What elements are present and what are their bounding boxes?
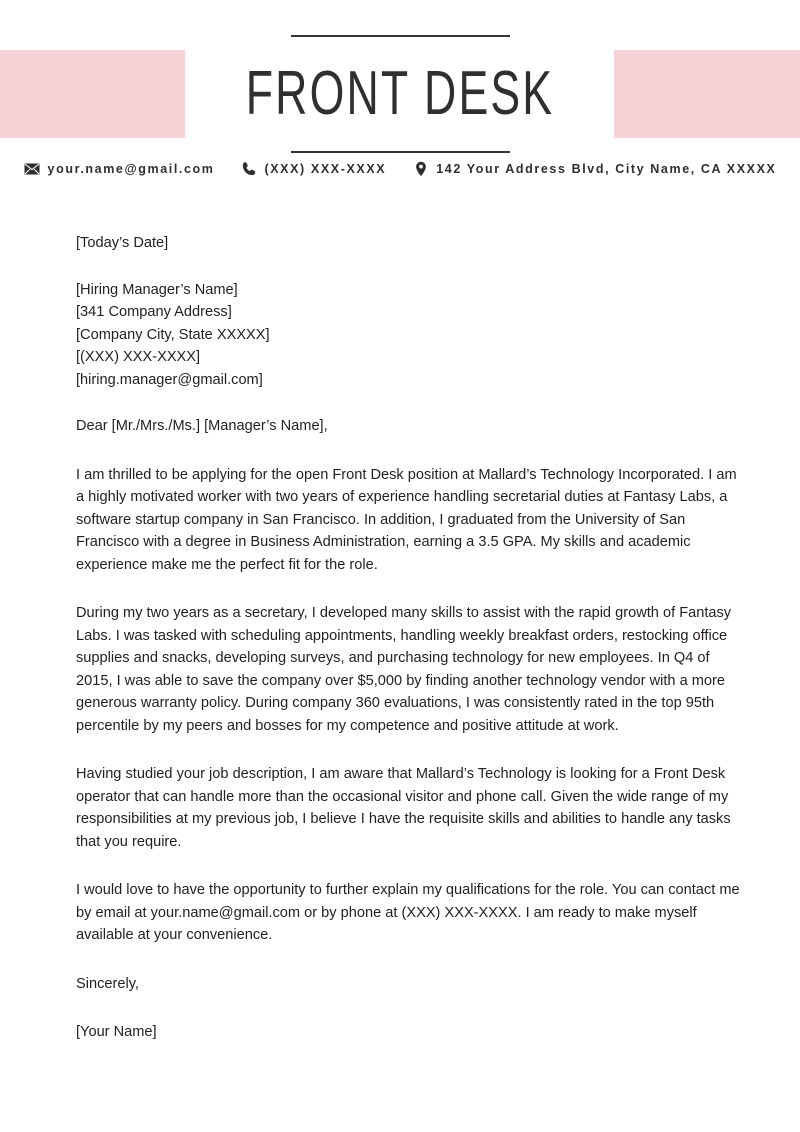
spacer [76, 995, 746, 1021]
contact-address-text: 142 Your Address Blvd, City Name, CA XXXXX [436, 161, 777, 176]
contact-email [24, 160, 215, 177]
title-rule-bottom [291, 151, 510, 153]
spacer [76, 255, 746, 279]
map-pin-icon [412, 160, 429, 177]
spacer [76, 737, 746, 763]
spacer [76, 438, 746, 464]
recipient-address [76, 279, 746, 392]
letter-paragraph: Having studied your job description, I am aware that Mallard’s Technology is looking for a Front Desk operator that can handle more than the occasional visitor and phone call. Given the wide range of my responsibilities at my previous job, I believe I have the requisite skills and abilities to handle any tasks that you require. [76, 766, 731, 850]
spacer [76, 853, 746, 879]
recipient-line: [Hiring Manager’s Name] [76, 281, 238, 298]
recipient-line: [341 Company Address] [76, 304, 232, 320]
title-rule-top [291, 35, 510, 37]
page-title: FRONT DESK [245, 59, 555, 128]
contact-bar [0, 160, 800, 177]
contact-phone-text: (XXX) XXX-XXXX [264, 161, 387, 176]
spacer [76, 947, 746, 973]
contact-phone [240, 160, 386, 177]
contact-address [412, 160, 776, 177]
spacer [76, 391, 746, 415]
letter-body [76, 232, 746, 1044]
letter-paragraph: I am thrilled to be applying for the open Front Desk position at Mallard’s Technology Incorporated. I am a highly motivated worker with two years of experience handling secretarial duties at Fantasy Labs, a software startup company in San Francisco. In addition, I graduated from the University of San Francisco with a degree in Business Administration, earning a 3.5 GPA. My skills and academic experience make me the perfect fit for the role. [76, 466, 737, 573]
recipient-line: [hiring.manager@gmail.com] [76, 371, 263, 388]
signature-name: [Your Name] [76, 1024, 157, 1040]
phone-icon [240, 160, 257, 177]
letter-paragraph: I would love to have the opportunity to further explain my qualifications for the role. You can contact me by email at your.name@gmail.com or by phone at (XXX) XXX-XXXX. I am ready to make myself available at your convenience. [76, 882, 740, 943]
salutation: Dear [Mr./Mrs./Ms.] [Manager’s Name], [76, 418, 328, 434]
envelope-icon [24, 160, 41, 177]
letter-date: [Today’s Date] [76, 235, 169, 251]
letter-closing: Sincerely, [76, 975, 139, 992]
recipient-line: [(XXX) XXX-XXXX] [76, 349, 201, 365]
spacer [76, 576, 746, 602]
recipient-line: [Company City, State XXXXX] [76, 326, 270, 343]
contact-email-text: your.name@gmail.com [47, 161, 215, 176]
letter-header [0, 0, 800, 200]
letter-paragraph: During my two years as a secretary, I developed many skills to assist with the rapid growth of Fantasy Labs. I was tasked with scheduling appointments, handling weekly breakfast orders, restocking office supplies and snacks, developing surveys, and purchasing technology for new employees. In Q4 of 2015, I was able to save the company over $5,000 by finding another technology vendor with a more generous warranty policy. During company 360 evaluations, I was consistently rated in the top 95th percentile by my peers and bosses for my competence and positive attitude at work. [76, 605, 732, 734]
